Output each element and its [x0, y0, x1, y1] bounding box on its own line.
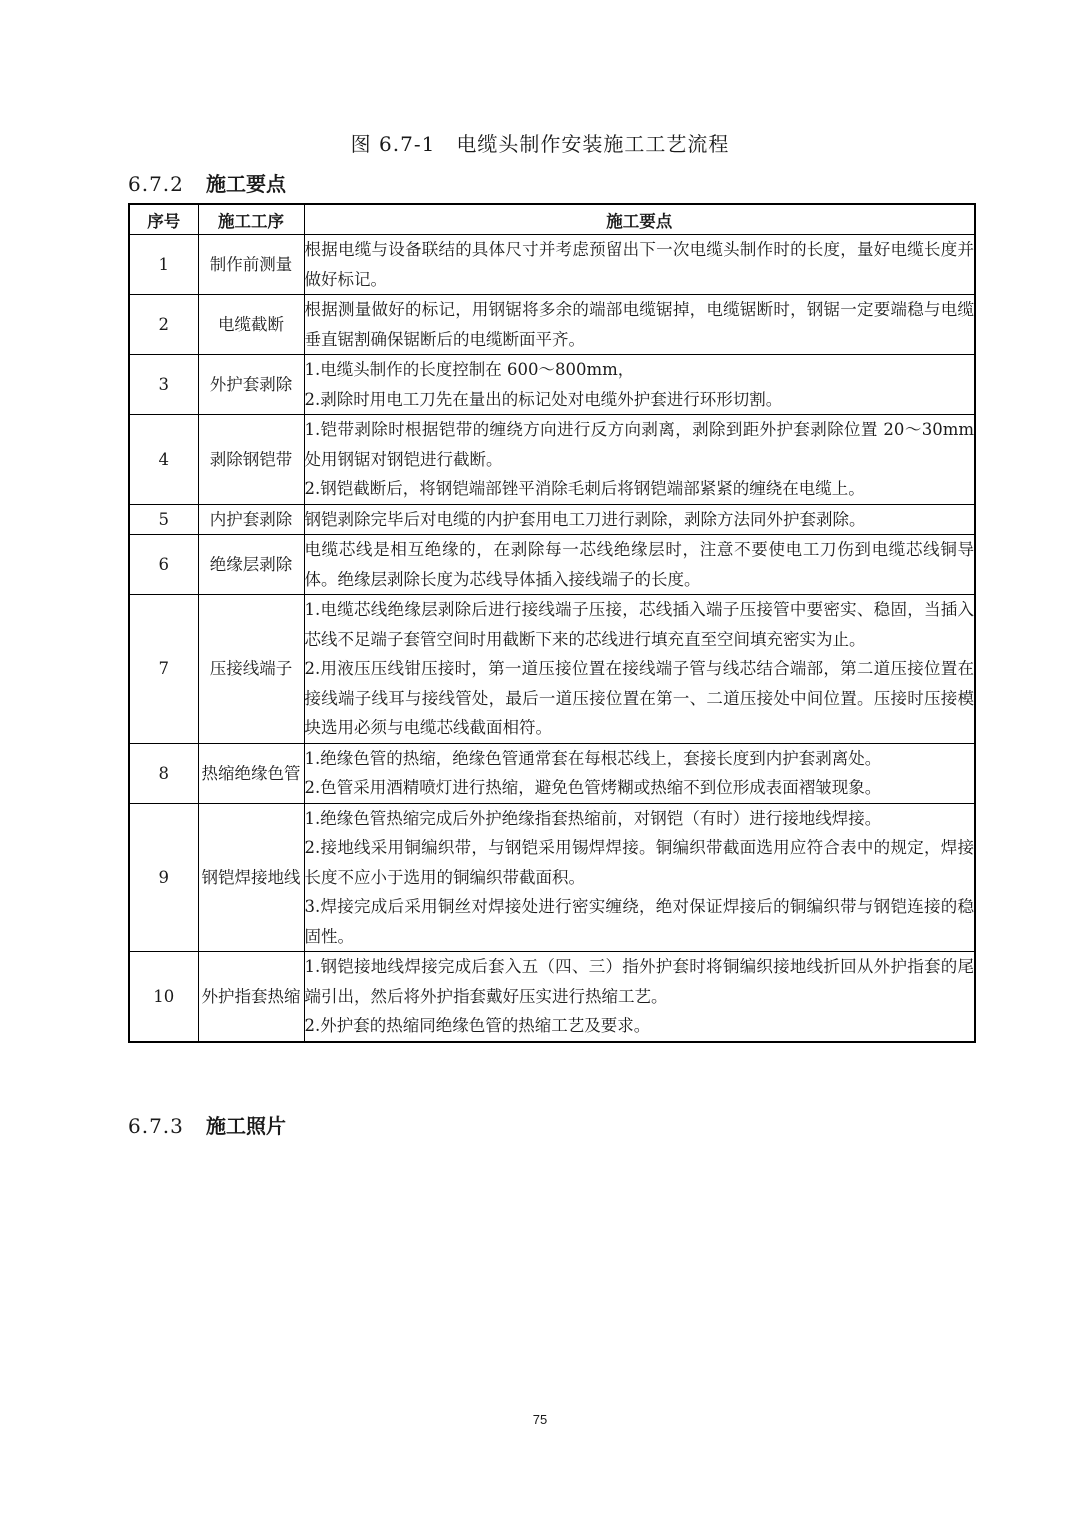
point-line: 2.色管采用酒精喷灯进行热缩，避免色管烤糊或热缩不到位形成表面褶皱现象。 [304, 778, 882, 797]
row-process: 钢铠焊接地线 [198, 803, 304, 952]
row-seq: 4 [129, 415, 198, 505]
section-number: 6.7.2 [128, 172, 184, 196]
row-points [304, 235, 975, 295]
point-line: 1.电缆芯线绝缘层剥除后进行接线端子压接，芯线插入端子压接管中要密实、稳固，当插入芯线不足端子套管空间时用截断下来的芯线进行填充直至空间填充密实为止。 [304, 600, 974, 649]
point-line: 1.绝缘色管热缩完成后外护绝缘指套热缩前，对钢铠（有时）进行接地线焊接。 [304, 808, 882, 828]
point-line: 2.剥除时用电工刀先在量出的标记处对电缆外护套进行环形切割。 [304, 389, 783, 409]
row-points [304, 415, 975, 505]
point-line: 钢铠剥除完毕后对电缆的内护套用电工刀进行剥除，剥除方法同外护套剥除。 [304, 509, 866, 529]
row-process: 绝缘层剥除 [198, 535, 304, 595]
row-process: 外护指套热缩 [198, 952, 304, 1042]
row-points [304, 952, 975, 1042]
row-points [304, 295, 975, 355]
table-body [129, 235, 975, 1042]
point-line: 1.钢铠接地线焊接完成后套入五（四、三）指外护套时将铜编织接地线折回从外护指套的尾端引出，然后将外护指套戴好压实进行热缩工艺。 [304, 957, 974, 1006]
table-row [129, 743, 975, 803]
table-row [129, 235, 975, 295]
row-process: 压接线端子 [198, 595, 304, 744]
point-line: 电缆芯线是相互绝缘的，在剥除每一芯线绝缘层时，注意不要使电工刀伤到电缆芯线铜导体。绝缘层剥除长度为芯线导体插入接线端子的长度。 [304, 540, 974, 589]
point-line: 根据电缆与设备联结的具体尺寸并考虑预留出下一次电缆头制作时的长度，量好电缆长度并做好标记。 [304, 240, 974, 289]
row-points [304, 355, 975, 415]
row-process: 电缆截断 [198, 295, 304, 355]
point-line: 1.电缆头制作的长度控制在 600～800mm， [304, 360, 635, 379]
row-points [304, 504, 975, 535]
table-row [129, 415, 975, 505]
row-process: 剥除钢铠带 [198, 415, 304, 505]
header-process: 施工工序 [198, 204, 304, 235]
row-process: 制作前测量 [198, 235, 304, 295]
row-points [304, 803, 975, 952]
row-seq: 2 [129, 295, 198, 355]
section-number: 6.7.3 [128, 1114, 184, 1138]
table-row [129, 355, 975, 415]
section-heading-6-7-3 [128, 1110, 286, 1139]
header-points: 施工要点 [304, 204, 975, 235]
header-seq: 序号 [129, 204, 198, 235]
table-header-row [129, 204, 975, 235]
table-row [129, 803, 975, 952]
row-points [304, 535, 975, 595]
figure-caption: 图 6.7-1 电缆头制作安装施工工艺流程 [350, 132, 730, 156]
construction-points-table [128, 203, 976, 1043]
point-line: 根据测量做好的标记，用钢锯将多余的端部电缆锯掉，电缆锯断时，钢锯一定要端稳与电缆垂直锯割确保锯断后的电缆断面平齐。 [304, 300, 974, 349]
table-row [129, 535, 975, 595]
section-heading-6-7-2 [128, 168, 286, 197]
point-line: 1.铠带剥除时根据铠带的缠绕方向进行反方向剥离，剥除到距外护套剥除位置 20～30mm 处用钢锯对钢铠进行截断。 [304, 420, 974, 469]
row-process: 外护套剥除 [198, 355, 304, 415]
section-title: 施工要点 [206, 172, 286, 196]
point-line: 2.钢铠截断后，将钢铠端部锉平消除毛刺后将钢铠端部紧紧的缠绕在电缆上。 [304, 479, 865, 498]
table-row [129, 595, 975, 744]
table-row [129, 295, 975, 355]
row-seq: 5 [129, 504, 198, 535]
page-number: 75 [532, 1412, 548, 1427]
row-seq: 9 [129, 803, 198, 952]
row-points [304, 595, 975, 744]
point-line: 3.焊接完成后采用铜丝对焊接处进行密实缠绕，绝对保证焊接后的铜编织带与钢铠连接的稳固性。 [304, 897, 974, 946]
point-line: 1.绝缘色管的热缩，绝缘色管通常套在每根芯线上，套接长度到内护套剥离处。 [304, 748, 882, 768]
row-process: 热缩绝缘色管 [198, 743, 304, 803]
row-seq: 10 [129, 952, 198, 1042]
row-seq: 1 [129, 235, 198, 295]
row-seq: 6 [129, 535, 198, 595]
row-process: 内护套剥除 [198, 504, 304, 535]
row-points [304, 743, 975, 803]
table-row [129, 952, 975, 1042]
row-seq: 7 [129, 595, 198, 744]
row-seq: 3 [129, 355, 198, 415]
section-title: 施工照片 [206, 1114, 286, 1138]
point-line: 2.外护套的热缩同绝缘色管的热缩工艺及要求。 [304, 1016, 651, 1035]
table-row [129, 504, 975, 535]
point-line: 2.用液压压线钳压接时，第一道压接位置在接线端子管与线芯结合端部，第二道压接位置在接线端子线耳与接线管处，最后一道压接位置在第一、二道压接处中间位置。压接时压接模块选用必须与电缆芯线截面相符。 [304, 659, 974, 737]
point-line: 2.接地线采用铜编织带，与钢铠采用锡焊焊接。铜编织带截面选用应符合表中的规定，焊接长度不应小于选用的铜编织带截面积。 [304, 838, 974, 887]
row-seq: 8 [129, 743, 198, 803]
